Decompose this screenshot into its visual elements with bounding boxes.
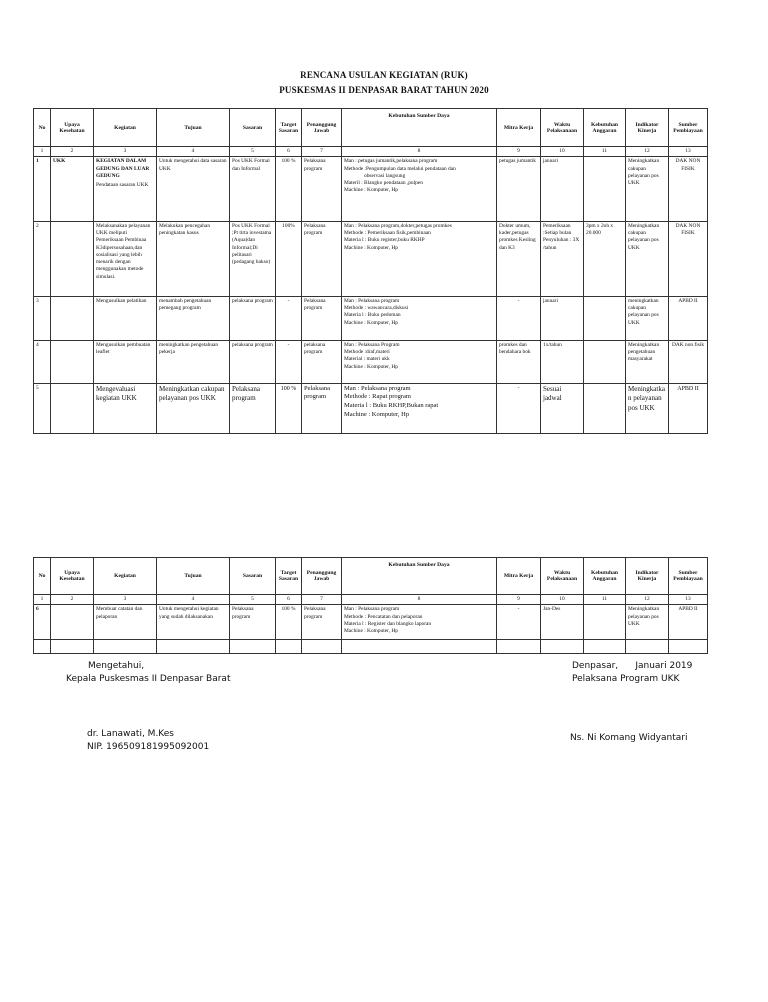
cell-sd bbox=[342, 157, 497, 221]
cell-sd bbox=[342, 340, 497, 383]
cell-sd bbox=[342, 605, 497, 640]
cell-no: 3 bbox=[34, 296, 51, 340]
colnum: 6 bbox=[276, 595, 302, 605]
header-mitra: Mitra Kerja bbox=[497, 558, 541, 595]
sd-line: Materil : Blangko pendataan ,pulpen bbox=[344, 180, 423, 187]
header-tujuan: Tujuan bbox=[157, 109, 230, 147]
cell-mitra: petugas jumantik bbox=[497, 157, 541, 221]
ruk-table-2 bbox=[33, 557, 708, 654]
cell-tujuan: Untuk mengetahui kegiatan yang sudah dilaksanakan bbox=[157, 605, 230, 640]
header-indikator: Indikator Kinerja bbox=[626, 109, 669, 147]
colnum: 1 bbox=[34, 147, 51, 157]
colnum: 3 bbox=[94, 595, 157, 605]
cell-mitra: - bbox=[497, 605, 541, 640]
colnum: 11 bbox=[584, 147, 626, 157]
cell-indikator: Meningkatkan cakupan pelayanan pos UKK bbox=[626, 157, 669, 221]
cell-sasaran: pelaksana program bbox=[230, 340, 276, 383]
cell-indikator: Meningkatkan cakupan pelayanan pos UKK bbox=[626, 221, 669, 296]
header-kebutuhan-sd: Kebutuhan Sumber Daya bbox=[342, 109, 497, 147]
signature-right-date: Denpasar, Januari 2019 bbox=[572, 661, 693, 671]
header-upaya: Upaya Kesehatan bbox=[51, 558, 94, 595]
sd-line: Materia l : Buku pedoman bbox=[344, 312, 401, 319]
cell-indikator: Meningkatka n pelayanan pos UKK bbox=[626, 383, 669, 433]
colnum: 4 bbox=[157, 147, 230, 157]
colnum: 12 bbox=[626, 147, 669, 157]
cell-no: 6 bbox=[34, 605, 51, 640]
cell-target: - bbox=[276, 340, 302, 383]
sd-line: Man : Pelaksana program bbox=[344, 297, 400, 304]
cell-indikator: Meningkatkan pelayanan pos UKK bbox=[626, 605, 669, 640]
header-anggaran: Kebutuhan Anggaran bbox=[584, 558, 626, 595]
colnum: 9 bbox=[497, 147, 541, 157]
sd-line: Materia l : Register dan blangko laporan bbox=[344, 620, 432, 627]
cell-mitra: - bbox=[497, 296, 541, 340]
cell-target: 100% bbox=[276, 221, 302, 296]
row-no: 1 bbox=[34, 157, 51, 221]
sd-line: Materia l : Buku RKHP,Bukan rapat bbox=[344, 402, 439, 410]
cell-sumber: APBD II bbox=[669, 605, 708, 640]
table-row bbox=[34, 296, 708, 340]
cell-waktu: januari bbox=[541, 296, 584, 340]
colnum: 2 bbox=[51, 147, 94, 157]
colnum: 8 bbox=[342, 595, 497, 605]
colnum: 3 bbox=[94, 147, 157, 157]
row-upaya: UKK bbox=[51, 157, 94, 221]
cell-anggaran bbox=[584, 605, 626, 640]
cell-anggaran bbox=[584, 157, 626, 221]
header-sasaran: Sasaran bbox=[230, 558, 276, 595]
cell-sumber: APBD II bbox=[669, 296, 708, 340]
cell-no: 2 bbox=[34, 221, 51, 296]
sd-line: Machine : Komputer, Hp bbox=[344, 187, 398, 194]
sd-line: Machine : Komputer, Hp bbox=[344, 244, 398, 251]
sd-line: Methode : Pencatatan dan pelaporan bbox=[344, 613, 423, 620]
header-kegiatan: Kegiatan bbox=[94, 109, 157, 147]
header-waktu: Waktu Pelaksanaan bbox=[541, 558, 584, 595]
signature-left-title: Kepala Puskesmas II Denpasar Barat bbox=[66, 674, 231, 684]
cell-pj: pelaksana program bbox=[302, 340, 342, 383]
colnum: 13 bbox=[669, 595, 708, 605]
colnum: 2 bbox=[51, 595, 94, 605]
cell-tujuan: menambah pengetahuan pemegang program bbox=[157, 296, 230, 340]
cell-sumber: DAK NON FISIK bbox=[669, 221, 708, 296]
cell-indikator: meningkatkan cakupan pelayanan pos UKK bbox=[626, 296, 669, 340]
colnum: 8 bbox=[342, 147, 497, 157]
cell-kegiatan: Mengusulkan pelatihan bbox=[94, 296, 157, 340]
cell-target: 100 % bbox=[276, 605, 302, 640]
header-upaya: Upaya Kesehatan bbox=[51, 109, 94, 147]
header-anggaran: Kebutuhan Anggaran bbox=[584, 109, 626, 147]
cell-kegiatan: Mengusulkan pembuatan leaflet bbox=[94, 340, 157, 383]
cell-pj: Pelaksana program bbox=[302, 383, 342, 433]
colnum: 10 bbox=[541, 595, 584, 605]
colnum: 9 bbox=[497, 595, 541, 605]
sd-line: Methode : Rapat program bbox=[344, 393, 411, 401]
sd-line: Machine : Komputer, Hp bbox=[344, 363, 398, 370]
cell-mitra: Dokter umum, kader,petugas promkes Kesling dan K3 bbox=[497, 221, 541, 296]
row-kegiatan-heading: KEGIATAN DALAM GEDUNG DAN LUAR GEDUNG bbox=[94, 157, 157, 181]
header-tujuan: Tujuan bbox=[157, 558, 230, 595]
cell-sasaran: Pos UKK Formal dan Informal bbox=[230, 157, 276, 221]
cell-tujuan: meningkatkan pengetahuan pekerja bbox=[157, 340, 230, 383]
colnum: 7 bbox=[302, 147, 342, 157]
cell-sumber: DAK NON FISIK bbox=[669, 157, 708, 221]
sd-line: Man : Pelaksana program bbox=[344, 384, 411, 392]
cell-anggaran bbox=[584, 296, 626, 340]
header-no: No bbox=[34, 558, 51, 595]
cell-no: 5 bbox=[34, 383, 51, 433]
sd-line: Man : Pelaksana program bbox=[344, 606, 400, 613]
colnum: 11 bbox=[584, 595, 626, 605]
sd-line: Machine : Komputer, Hp bbox=[344, 410, 410, 418]
header-penanggung: Penanggung Jawab bbox=[302, 558, 342, 595]
cell-kegiatan: Membuat catatan dan pelaporan bbox=[94, 605, 157, 640]
table-row bbox=[34, 221, 708, 296]
sd-line: observasi langsung bbox=[364, 172, 406, 179]
cell-upaya bbox=[51, 383, 94, 433]
sd-line: Methode : Pemeriksaan fisik,pembinaan bbox=[344, 229, 431, 236]
cell-target: 100 % bbox=[276, 383, 302, 433]
header-mitra: Mitra Kerja bbox=[497, 109, 541, 147]
colnum: 7 bbox=[302, 595, 342, 605]
header-row bbox=[34, 558, 708, 595]
table-row bbox=[34, 340, 708, 383]
table-row bbox=[34, 605, 708, 640]
signature-left-nip: NIP. 196509181995092001 bbox=[87, 742, 210, 752]
cell-sd bbox=[342, 296, 497, 340]
document-title: RENCANA USULAN KEGIATAN (RUK) bbox=[300, 70, 468, 80]
sd-line: Methode :Pengumpulan data melalui pendataan dan bbox=[344, 165, 456, 172]
signature-left-heading: Mengetahui, bbox=[88, 661, 145, 671]
header-sasaran: Sasaran bbox=[230, 109, 276, 147]
sd-line: Methode : wawancara,diskusi bbox=[344, 304, 409, 311]
sd-line: Material : materi ukk bbox=[344, 356, 390, 363]
colnum: 12 bbox=[626, 595, 669, 605]
header-kegiatan: Kegiatan bbox=[94, 558, 157, 595]
cell-no: 4 bbox=[34, 340, 51, 383]
cell-anggaran bbox=[584, 383, 626, 433]
cell-pj: Pelaksana program bbox=[302, 157, 342, 221]
cell-kegiatan: Mengevaluasi kegiatan UKK bbox=[94, 383, 157, 433]
cell-indikator: Meningkatkan pengetahuan masyarakat bbox=[626, 340, 669, 383]
cell-kegiatan: Melaksanakan pelayanan UKK meliputi Pemeriksaan Pembinaa K3dipersusahaan,dan sosialisasi yang lebih menarik dengan menggunakan metode simulasi. bbox=[94, 221, 157, 296]
colnum: 1 bbox=[34, 595, 51, 605]
cell-tujuan: Meningkatkan cakupan pelayanan pos UKK bbox=[157, 383, 230, 433]
header-target: Target Sasaran bbox=[276, 109, 302, 147]
colnum: 6 bbox=[276, 147, 302, 157]
ruk-table-1 bbox=[33, 108, 708, 434]
cell-sasaran: Pos UKK Formal ;Pt tirta investama (Aqua)dan Informal;Di pelitasari (pedagang bakso) bbox=[230, 221, 276, 296]
column-number-row bbox=[34, 595, 708, 605]
cell-mitra: promkes dan bendahara bok bbox=[497, 340, 541, 383]
signature-right-name: Ns. Ni Komang Widyantari bbox=[570, 733, 688, 743]
cell-upaya bbox=[51, 605, 94, 640]
cell-waktu: januari bbox=[541, 157, 584, 221]
header-sumber: Sumber Pembiayaan bbox=[669, 109, 708, 147]
cell-sd bbox=[342, 221, 497, 296]
cell-kegiatan: Pendataan sasaran UKK bbox=[94, 181, 157, 221]
table-row-ukk bbox=[34, 157, 708, 181]
cell-waktu: Jan-Des bbox=[541, 605, 584, 640]
cell-target: - bbox=[276, 296, 302, 340]
cell-upaya bbox=[51, 296, 94, 340]
cell-tujuan: Melakukan pencegahan peningkatan kasus bbox=[157, 221, 230, 296]
cell-pj: Pelaksana program bbox=[302, 221, 342, 296]
cell-tujuan: Untuk mengetahui data sasaran UKK bbox=[157, 157, 230, 221]
cell-sasaran: Pelaksana program bbox=[230, 605, 276, 640]
header-kebutuhan-sd: Kebutuhan Sumber Daya bbox=[342, 558, 497, 595]
cell-waktu: 1x/tahun bbox=[541, 340, 584, 383]
header-row bbox=[34, 109, 708, 147]
cell-anggaran: 3pm x 2oh x 20.000 bbox=[584, 221, 626, 296]
cell-pj: Pelaksana program bbox=[302, 296, 342, 340]
sd-line: Methode :draf,materi bbox=[344, 348, 390, 355]
header-indikator: Indikator Kinerja bbox=[626, 558, 669, 595]
cell-upaya bbox=[51, 340, 94, 383]
header-penanggung: Penanggung Jawab bbox=[302, 109, 342, 147]
signature-right-title: Pelaksana Program UKK bbox=[572, 674, 680, 684]
header-sumber: Sumber Pembiayaan bbox=[669, 558, 708, 595]
colnum: 13 bbox=[669, 147, 708, 157]
cell-upaya bbox=[51, 221, 94, 296]
header-waktu: Waktu Pelaksanaan bbox=[541, 109, 584, 147]
cell-mitra: - bbox=[497, 383, 541, 433]
cell-pj: Pelaksana program bbox=[302, 605, 342, 640]
colnum: 4 bbox=[157, 595, 230, 605]
cell-sasaran: Pelaksana program bbox=[230, 383, 276, 433]
colnum: 10 bbox=[541, 147, 584, 157]
cell-anggaran bbox=[584, 340, 626, 383]
cell-waktu: Sesuai jadwal bbox=[541, 383, 584, 433]
column-number-row bbox=[34, 147, 708, 157]
table-row bbox=[34, 383, 708, 433]
header-target: Target Sasaran bbox=[276, 558, 302, 595]
sd-line: Machine : Komputer, Hp bbox=[344, 628, 398, 635]
sd-line: Machine : Komputer, Hp bbox=[344, 319, 398, 326]
cell-target: 100 % bbox=[276, 157, 302, 221]
sd-line: Man : Pelaksana Program bbox=[344, 341, 400, 348]
sd-line: Man : Pelaksana program,dokter,petugas promkes bbox=[344, 222, 452, 229]
cell-sd bbox=[342, 383, 497, 433]
header-no: No bbox=[34, 109, 51, 147]
colnum: 5 bbox=[230, 595, 276, 605]
cell-sumber: APBD II bbox=[669, 383, 708, 433]
colnum: 5 bbox=[230, 147, 276, 157]
sd-line: Man : petugas jumantik,pelaksana program bbox=[344, 158, 438, 165]
table-row-empty bbox=[34, 640, 708, 654]
signature-left-name: dr. Lanawati, M.Kes bbox=[87, 729, 174, 739]
document-subtitle: PUSKESMAS II DENPASAR BARAT TAHUN 2020 bbox=[279, 85, 489, 95]
cell-sumber: DAK non fisik bbox=[669, 340, 708, 383]
sd-line: Materia l : Buku register,buku RKHP bbox=[344, 237, 425, 244]
cell-sasaran: pelaksana program bbox=[230, 296, 276, 340]
cell-waktu: Pemeriksaan :Setiap bulan Penyuluhan : 3X /tahun bbox=[541, 221, 584, 296]
